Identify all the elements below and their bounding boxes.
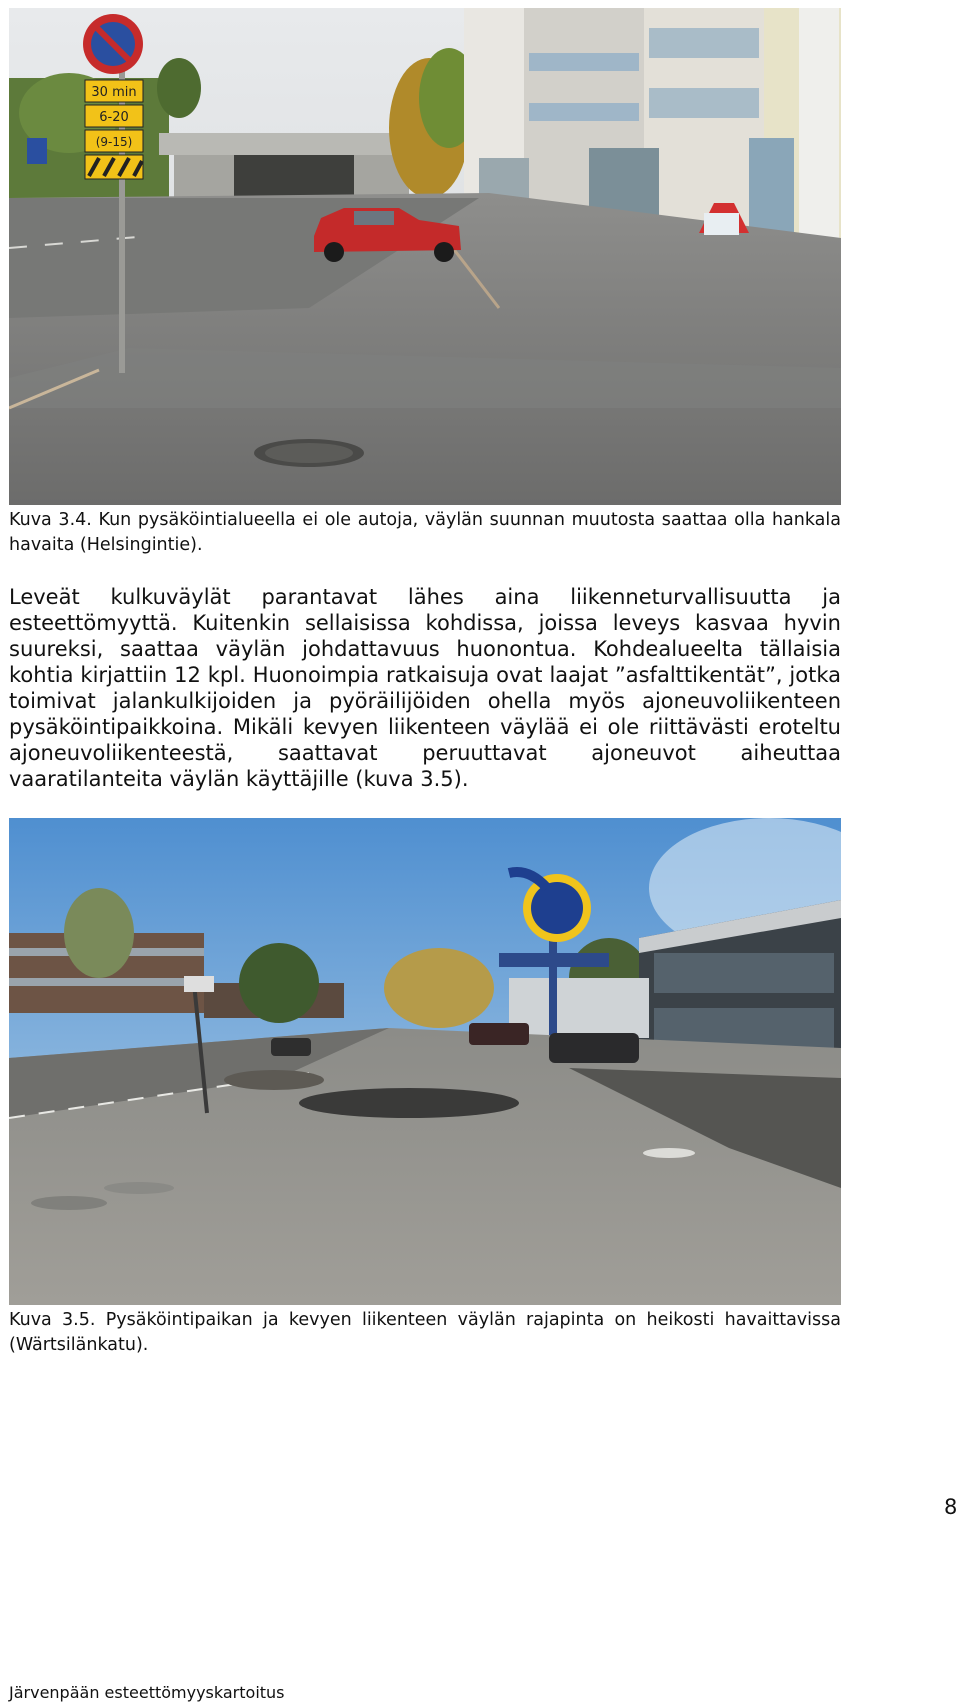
sign-plate-text: (9-15) <box>95 135 133 149</box>
body-paragraph: Leveät kulkuväylät parantavat lähes aina liikenneturvallisuutta ja esteettömyyttä. Kuitenkin sellaisissa kohdissa, joissa leveys kasvaa hyvin suureksi, saattaa väylän johdattavuus huonontua. Kohdealueelta tällaisia kohtia kirjattiin 12 kpl. Huonoimpia ratkaisuja ovat laajat ”asfalttikentät”, jotka toimivat jalankulkijoiden ja pyöräilijöiden ohella myös ajoneuvoliikenteen pysäköintipaikkoina. Mikäli kevyen liikenteen väylää ei ole riittävästi eroteltu ajoneuvoliikenteestä, saattavat peruuttavat ajoneuvot aiheuttaa vaaratilanteita väylän käyttäjille (kuva 3.5). <box>9 585 841 791</box>
document-footer: Järvenpään esteettömyyskartoitus <box>9 1683 285 1702</box>
photo-helsingintie <box>9 8 841 505</box>
photo-wartsilankatu <box>9 818 841 1305</box>
figure-caption: Kuva 3.5. Pysäköintipaikan ja kevyen liikenteen väylän rajapinta on heikosti havaittavissa (Wärtsilänkatu). <box>9 1310 841 1355</box>
figure-caption: Kuva 3.4. Kun pysäköintialueella ei ole autoja, väylän suunnan muutosta saattaa olla hankala havaita (Helsingintie). <box>9 510 841 555</box>
sign-plate-text: 30 min <box>91 85 137 100</box>
sign-plate-text: 6-20 <box>99 110 129 125</box>
page-number: 8 <box>944 1495 958 1519</box>
